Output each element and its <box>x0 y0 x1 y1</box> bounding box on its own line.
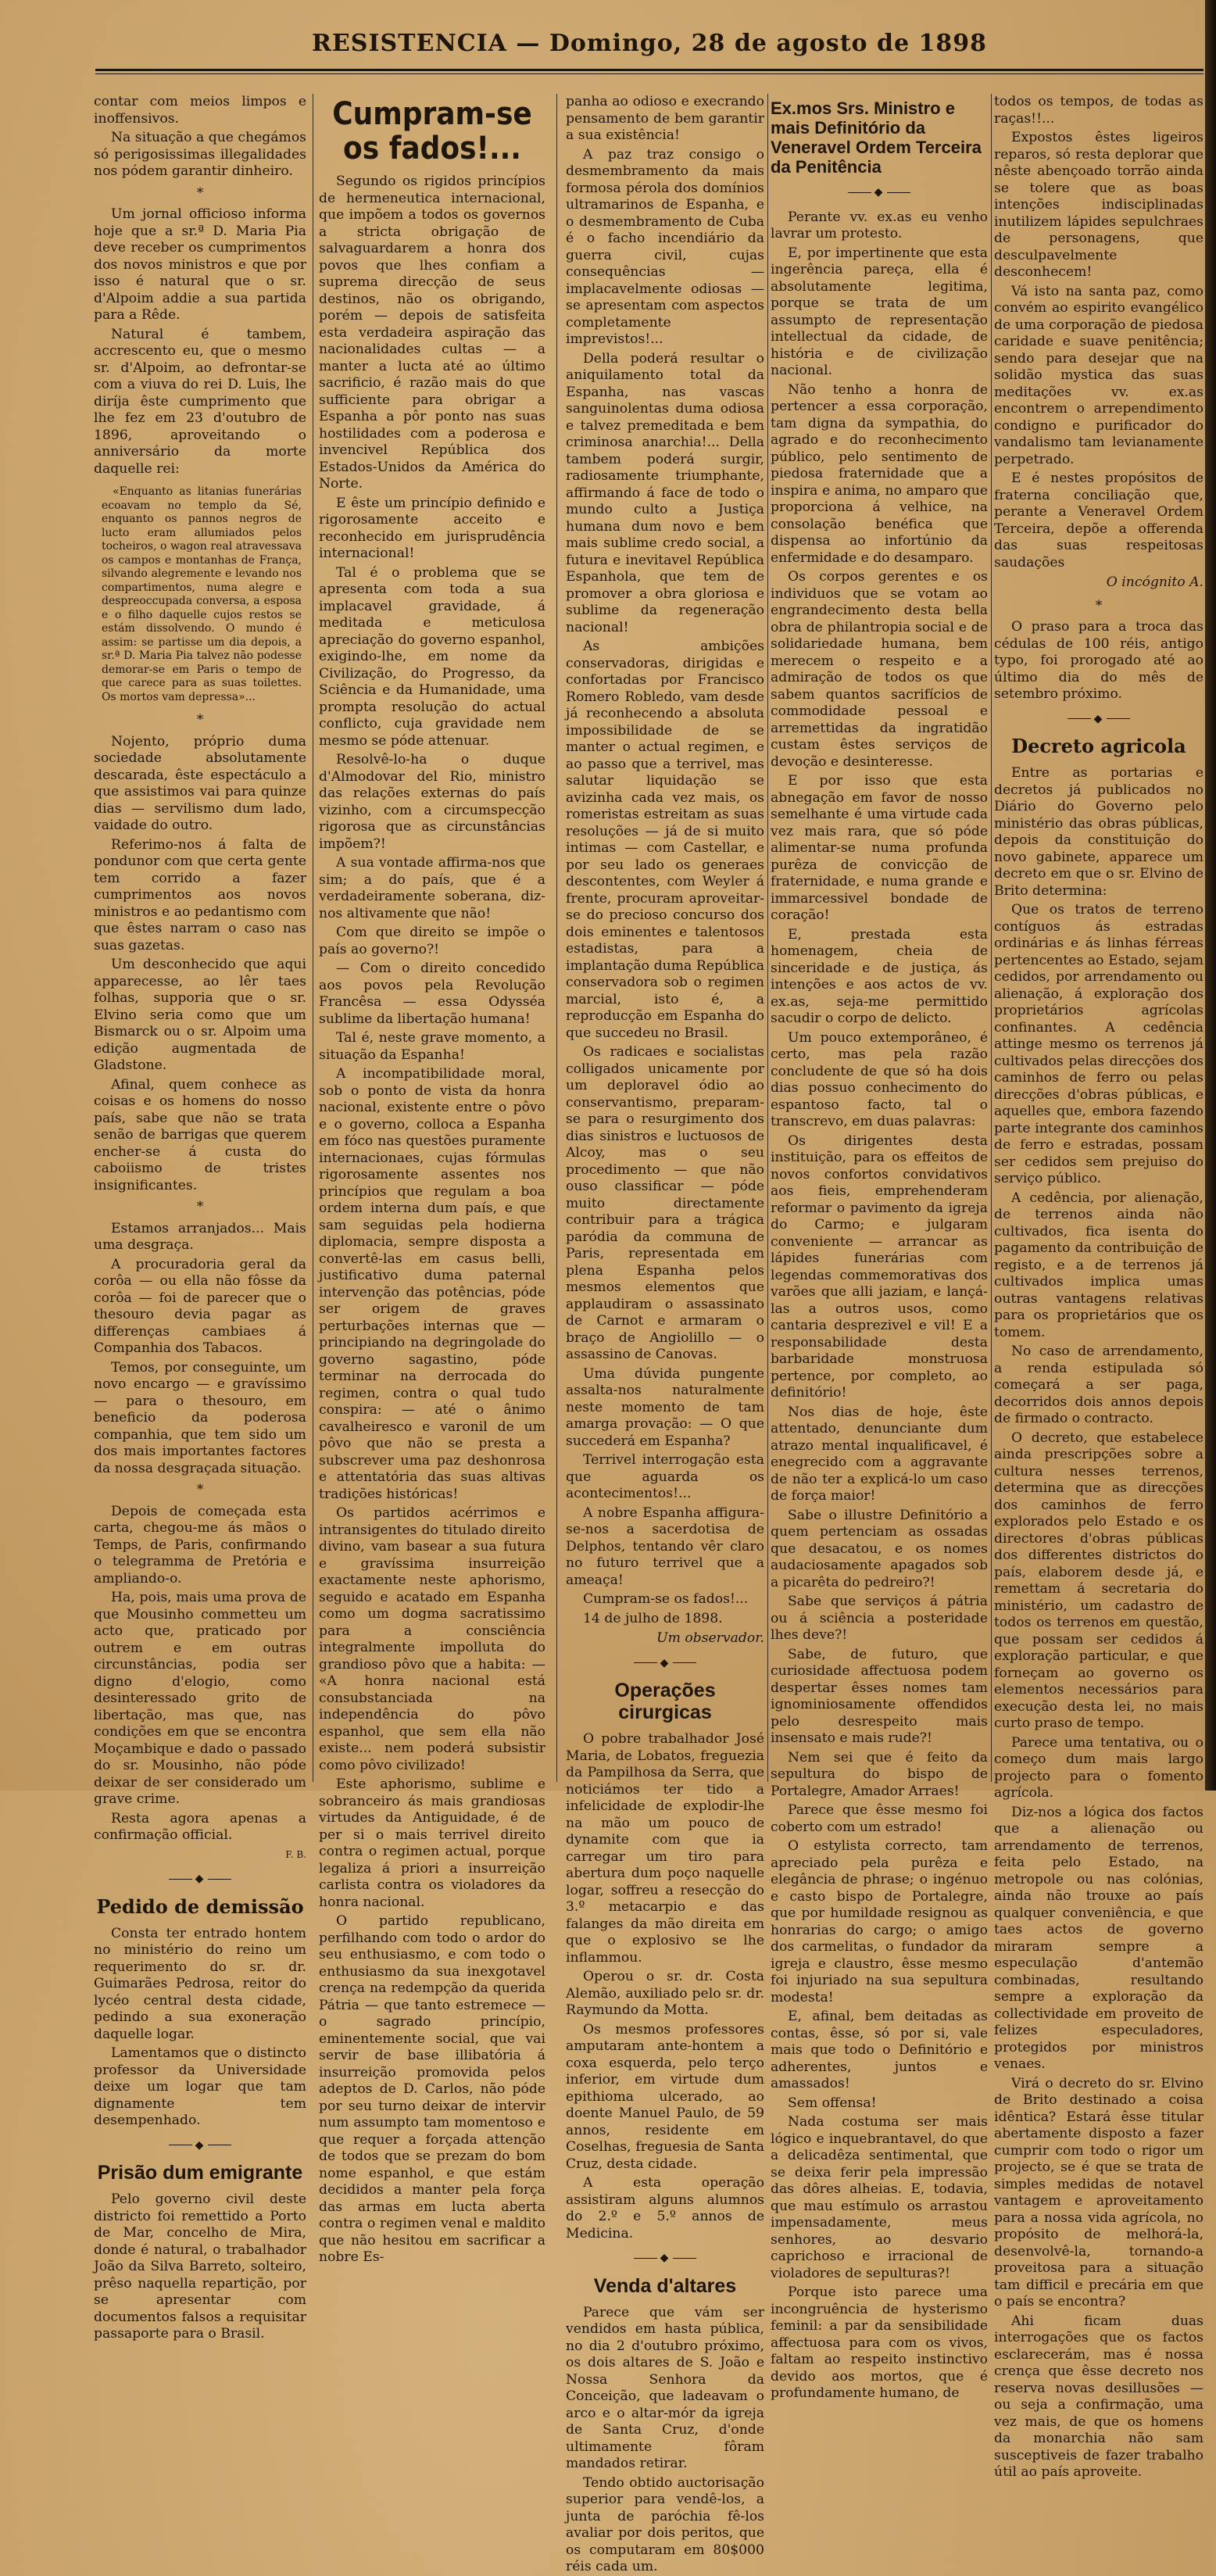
paragraph: Parece uma tentativa, ou o começo dum mais largo projecto para o fomento agrícola. <box>994 1734 1203 1801</box>
article-heading: Venda d'altares <box>593 2274 737 2297</box>
column-divider <box>767 94 768 1782</box>
paragraph: todos os tempos, de todas as raças!!... <box>994 94 1203 127</box>
masthead <box>95 30 1203 77</box>
quotation: «Enquanto as litanias funerárias ecoavam no templo da Sé, enquanto os pannos negros de lucto eram allumiados pelos tocheiros, o wagon real atravessava os campos e montanhas de França, silvando alegremente e levando nos compartimentos, numa alegre e despreoccupada conversa, a esposa e o filho daquelle cujos restos se estám dissolvendo. O mundo é assim: se partisse um dia depois, a sr.ª D. Maria Pia talvez não podesse demorar-se em Paris o tempo de que carece para as suas toilettes. Os mortos vam depressa»... <box>102 485 302 703</box>
paragraph: A esta operação assistiram alguns alumnos do 2.º e 5.º annos de Medicina. <box>566 2175 764 2241</box>
paragraph: Expostos êstes ligeiros reparos, só resta deplorar que nêste abençoado torrão ainda se tolere que as boas intenções indisciplinadas inutilizem lápides sepulchraes de personagens, que desculpavelmente desconhecem! <box>994 130 1203 280</box>
paragraph: Nada costuma ser mais lógico e inquebrantavel, do que a delicadêza sentimental, que se deixa ferir pela impressão das dôres alheias. E, todavia, que mau estímulo os arrastou impensadamente, meus senhores, ao desvario caprichoso e irracional de violadores de sepulturas?! <box>771 2114 988 2281</box>
ornament-divider: ◆ <box>566 1655 764 1673</box>
paragraph: Os partidos acérrimos e intransigentes do titulado direito divino, vam basear a sua futura e gravíssima insurreição exactamente neste aphorismo, seguido e acatado em Espanha como um dogma sacratissimo para a consciência integralmente impolluta do grandioso pôvo que a habita: — «A honra nacional está consubstanciada na independência do pôvo espanhol, que sem ella não existe... nem poderá subsistir como pôvo civilizado! <box>319 1505 545 1773</box>
paragraph: Parece que êsse mesmo foi coberto com um estrado! <box>771 1802 988 1835</box>
paragraph: contar com meios limpos e inoffensivos. <box>94 94 306 127</box>
paragraph: Sabe, de futuro, que curiosidade affectuosa podem despertar êsses nomes tam ignominiosamente offendidos pelo desrespeito mais insensato e mais rude?! <box>771 1646 988 1746</box>
paragraph: Consta ter entrado hontem no ministério do reino um requerimento do sr. dr. Guimarães Pedrosa, reitor do lycéo central desta cidade, pedindo a sua exoneração daquelle logar. <box>94 1925 306 2042</box>
article-heading: Operações cirurgicas <box>614 1680 716 1723</box>
ornament-divider: ◆ <box>94 1871 306 1888</box>
column-2 <box>319 94 545 2265</box>
paragraph: Nojento, próprio duma sociedade absolutamente descarada, êste espectáculo a que assistimos vai para quinze dias — servilismo dum lado, vaidade do outro. <box>94 733 306 833</box>
paragraph: Na situação a que chegámos só perigosissimas illegalidades nos pódem garantir dinheiro. <box>94 130 306 179</box>
article-heading: Prisão dum emigrante <box>97 2162 303 2184</box>
paragraph: E por isso que esta abnegação em favor de nosso semelhante é uma virtude cada vez mais rara, que só póde alimentar-se numa profunda purêza de convicção de fraternidade, e numa grande e immarcessivel bondade de coração! <box>771 773 988 923</box>
paragraph: O partido republicano, perfilhando com todo o ardor do seu enthusiasmo, e com todo o enthusiasmo da sua inexgotavel crença na redempção da querida Pátria — que tanto estremece — o sagrado princípio, eminentemente social, que vai servir de base illibatória á insurreição promovida pelos adeptos de D. Carlos, não póde por seu turno deixar de intervir num assumpto tam momentoso e que requer a forçada attenção de todos que se prezam do bom nome espanhol, e que estám decididos a manter pela força das armas em lucta aberta contra o regimen venal e maldito que não hesitou em sacrificar a nobre Es- <box>319 1913 545 2265</box>
paragraph: Resta agora apenas a confirmação official. <box>94 1810 306 1843</box>
ornament-divider: ◆ <box>994 711 1203 728</box>
signature: Um observador. <box>656 1630 764 1646</box>
paragraph: Temos, por conseguinte, um novo encargo — e gravíssimo — para o thesouro, em beneficio da poderosa companhia, que tem sido um dos mais importantes factores da nossa desgraçada situação. <box>94 1359 306 1476</box>
ornament-divider: ◆ <box>566 2250 764 2267</box>
paragraph: Entre as portarias e decretos já publicados no Diário do Governo pelo ministério das obras públicas, depois da constituição do novo gabinete, apparece um decreto em que o sr. Elvino de Brito determina: <box>994 765 1203 899</box>
paragraph: A incompatibilidade moral, sob o ponto de vista da honra nacional, existente entre o pôvo e o governo, colloca a Espanha em fóco nas questões puramente internacionaes, cujas fórmulas rigorosamente assentes nos princípios que regulam a boa ordem interna dum país, e que sam seguidas pela hodierna diplomacia, sempre disposta a convertê-las em casus belli, justificativo duma paternal intervenção das potências, póde ser origem de graves perturbações internas que — principiando na degringolade do governo sagastino, póde terminar na derrocada do regimen, contra o qual tudo conspira: — até o ânimo cavalheiresco e varonil de um pôvo que não se presta a subscrever uma paz deshonrosa e attentatória das suas altivas tradições históricas! <box>319 1066 545 1502</box>
paragraph: E é nestes propósitos de fraterna conciliação que, perante a Veneravel Ordem Terceira, depõe a offerenda das suas respeitosas saudações <box>994 470 1203 571</box>
paragraph: No caso de arrendamento, a renda estipulada só começará a ser paga, decorridos dois annos depois de firmado o contracto. <box>994 1343 1203 1426</box>
separator-star: * <box>196 1482 204 1497</box>
paragraph: Lamentamos que o distincto professor da Universidade deixe um logar que tam dignamente tem desempenhado. <box>94 2045 306 2128</box>
paragraph: E êste um princípio definido e rigorosamente acceito e reconhecido em jurisprudência internacional! <box>319 495 545 561</box>
column-divider <box>991 94 992 1782</box>
paragraph: O pobre trabalhador José Maria, de Lobatos, freguezia da Pampilhosa da Serra, que noticiámos ter tido a infelicidade de explodir-lhe na mão um pouco de dynamite com que ia carregar um tiro para abertura dum poço naquelle logar, soffreu a resecção do 3.º metacarpio e das falanges da mão direita em que o explosivo se lhe inflammou. <box>566 1731 764 1966</box>
paragraph: A sua vontade affirma-nos que sim; a do país, que é a verdadeiramente soberana, diz-nos altivamente que não! <box>319 855 545 921</box>
column-1 <box>94 94 306 2342</box>
paragraph: Não tenho a honra de pertencer a essa corporação, tam digna da sympathia, do agrado e do reconhecimento público, pelo sentimento de piedosa fraternidade que a inspira e anima, no amparo que proporciona á velhice, na consolação benéfica que dispensa ao infortúnio da enfermidade e do desamparo. <box>771 381 988 566</box>
paragraph: A cedência, por alienação, de terrenos ainda não cultivados, fica isenta do pagamento da contribuição de registo, e a de terrenos já cultivados implica umas outras vantagens relativas para os proprietários que os tomem. <box>994 1190 1203 1340</box>
article-heading: Decreto agricola <box>1011 735 1186 757</box>
paragraph: E, por impertinente que esta ingerência pareça, ella é absolutamente legitima, porque se trata de um assumpto de representação intellectual da cidade, de história e de civilização nacional. <box>771 245 988 378</box>
ornament-divider: ◆ <box>94 2138 306 2155</box>
paragraph: Um pouco extemporâneo, é certo, mas pela razão concludente de que só ha dois dias possuo conhecimento do espantoso facto, tal o transcrevo, em duas palavras: <box>771 1029 988 1129</box>
ornament-divider: ◆ <box>771 184 988 202</box>
paragraph: As ambições conservadoras, dirigidas e confortadas por Francisco Romero Robledo, vam desde já reconhecendo a absoluta impossibilidade de se manter o actual regimen, e ao passo que a terrivel, mas salutar liquidação se avizinha cada vez mais, os romeristas estreitam as suas resoluções — já de si muito intimas — com Castellar, e por seu lado os generaes descontentes, com Weyler á frente, procuram aproveitar-se do precioso concurso dos dois eminentes e talentosos estadistas, para a implantação duma República conservadora sob o regimen marcial, isto é, a reproducção em Espanha do que succedeu no Brasil. <box>566 639 764 1041</box>
paragraph: Sabe o illustre Definitório a quem pertenciam as ossadas que desacatou, e os nomes audaciosamente apagados sob a picarêta do pedreiro?! <box>771 1507 988 1590</box>
paragraph: Nos dias de hoje, êste attentado, denunciante dum atrazo mental inqualificavel, é enegrecido com a aggravante de não ter a explicá-lo um caso de força maior! <box>771 1404 988 1504</box>
paragraph: Perante vv. ex.as eu venho lavrar um protesto. <box>771 209 988 242</box>
paragraph: Natural é tambem, accrescento eu, que o mesmo sr. d'Alpoim, ao defrontar-se com a viuva do rei D. Luis, lhe diríja êste cumprimento que lhe fez em 23 d'outubro de 1896, aproveitando o anniversário da morte daquelle rei: <box>94 326 306 477</box>
separator-star: * <box>196 712 204 728</box>
paragraph: Virá o decreto do sr. Elvino de Brito destinado a coisa idêntica? Estará êsse titular abertamente disposto a fazer cumprir com todo o rigor um projecto, se é que se trata de simples medidas de notavel vantagem e aproveitamento para a nossa vida agrícola, no propósito de melhorá-la, desenvolvê-la, tornando-a proveitosa para a situação tam difficil e precária em que o país se encontra? <box>994 2075 1203 2309</box>
paragraph: Um desconhecido que aqui apparecesse, ao lêr taes folhas, supporia que o sr. Elvino seria como que um Bismarck ou o sr. Alpoim uma edição augmentada de Gladstone. <box>94 957 306 1073</box>
paragraph: Porque isto parece uma incongruência de hysterismo feminil: a par da sensibilidade affectuosa para com os vivos, faltam ao respeito instinctivo devido aos mortos, que é profundamente humano, de <box>771 2284 988 2401</box>
paragraph: Os radicaes e socialistas colligados unicamente por um deploravel ódio ao conservantismo, preparam-se para o resurgimento dos dias sinistros e luctuosos de Alcoy, mas o seu procedimento — que não ouso classificar — póde muito directamente contribuir para a trágica paródia da communa de Paris, representada em plena Espanha pelos mesmos elementos que applaudiram o assassinato de Carnot e armaram o braço de Angiolillo — o assassino de Canovas. <box>566 1044 764 1362</box>
paragraph: Operou o sr. dr. Costa Alemão, auxiliado pelo sr. dr. Raymundo da Motta. <box>566 1969 764 2018</box>
paragraph: Estamos arranjados... Mais uma desgraça. <box>94 1220 306 1253</box>
paragraph: Que os tratos de terreno contíguos ás estradas ordinárias e ás linhas férreas pertencentes ao Estado, sejam cedidos, por arrendamento ou alienação, á exploração dos proprietários agrícolas confinantes. A cedência attinge mesmo os terrenos já cultivados pelas direcções dos caminhos de ferro ou pelas direcções d'obras públicas, e aquelles que, embora fazendo parte integrante dos caminhos de ferro e estradas, possam ser cedidos sem prejuiso do serviço público. <box>994 902 1203 1186</box>
column-3 <box>566 94 764 2574</box>
article-heading: Ex.mos Srs. Ministro e mais Definitório da Veneravel Ordem Terceira da Penitência <box>771 98 982 177</box>
paragraph: E, prestada esta homenagem, cheia de sinceridade e de justiça, ás intenções e aos actos de vv. ex.as, seja-me permittido sacudir o corpo de delicto. <box>771 926 988 1026</box>
paragraph: Os corpos gerentes e os individuos que se votam ao engrandecimento desta bella obra de philantropia social e de solidariedade humana, bem merecem o respeito e a admiração de todos os que sabem quantos sacrifícios de commodidade pessoal e arremettidas da ingratidão custam êstes serviços de devoção e desinteresse. <box>771 569 988 770</box>
signature: F. B. <box>285 1848 306 1860</box>
paragraph: Este aphorismo, sublime e sobranceiro ás mais grandiosas virtudes da Antiguidade, é de per si o mais terrivel direito contra o regimen actual, porque legaliza á priori a insurreição carlista contra os violadores da honra nacional. <box>319 1776 545 1910</box>
paragraph: Nem sei que é feito da sepultura do bispo de Portalegre, Amador Arraes! <box>771 1749 988 1799</box>
paragraph: A nobre Espanha affigura-se-nos a sacerdotisa de Delphos, tentando vêr claro no futuro terrivel que a ameaça! <box>566 1504 764 1588</box>
paragraph: Afinal, quem conhece as coisas e os homens do nosso país, sabe que não se trata senão de barrigas que querem encher-se á custa do caboiismo de tristes insignificantes. <box>94 1076 306 1193</box>
paragraph: O praso para a troca das cédulas de 100 réis, antigo typo, foi prorogado até ao último dia do mês de setembro próximo. <box>994 619 1203 702</box>
paragraph: Tendo obtido auctorisação superior para vendê-los, a junta de paróchia fê-los avaliar por dois peritos, que os computaram em 80$000 réis cada um. <box>566 2474 764 2574</box>
article-heading: Cumpram-se os fados!... <box>332 96 532 166</box>
paragraph: Segundo os rigidos princípios de hermeneutica internacional, que impõem a todos os governos a stricta obrigação de salvaguardarem a honra dos povos que lhes confiam a suprema direcção de seus destinos, não os obrigando, porém — depois de satisfeita esta verdadeira aspiração das nacionalidades cultas — a manter a lucta até ao último sacrificio, é razão mais do que sufficiente para obrigar a Espanha a pôr ponto nas suas hostilidades com a poderosa e invencivel República dos Estados-Unidos da América do Norte. <box>319 174 545 492</box>
paragraph: Terrivel interrogação esta que aguarda os acontecimentos!... <box>566 1452 764 1501</box>
paragraph: Os mesmos professores amputaram ante-hontem a coxa esquerda, pelo terço inferior, em virtude dum epithioma ulcerado, ao doente Manuel Paulo, de 59 annos, residente em Coselhas, freguesia de Santa Cruz, desta cidade. <box>566 2021 764 2172</box>
separator-star: * <box>1095 597 1103 614</box>
column-5 <box>994 94 1203 2480</box>
paragraph: O decreto, que estabelece ainda prescripções sobre a cultura nesses terrenos, determina que as direcções dos caminhos de ferro explorados pelo Estado e os directores d'obras públicas dos differentes districtos do país, elaborem desde já, e remettam á secretaria do ministério, um cadastro de todos os terrenos em questão, que possam ser cedidos á exploração particular, e que forneçam ao governo os elementos necessários para execução desta lei, no mais curto praso de tempo. <box>994 1429 1203 1731</box>
article-heading: Pedido de demissão <box>96 1894 304 1918</box>
column-4 <box>771 94 988 2401</box>
page-title: RESISTENCIA — Domingo, 28 de agosto de 1898 <box>311 30 988 57</box>
header-rule <box>95 69 1203 71</box>
paragraph: Resolvê-lo-ha o duque d'Almodovar del Rio, ministro das relações externas do país vizinho, com a circumspecção rigorosa que as circunstâncias impõem?! <box>319 752 545 852</box>
paragraph: Uma dúvida pungente assalta-nos naturalmente neste momento de tam amarga provação: — O que succederá em Espanha? <box>566 1365 764 1449</box>
separator-star: * <box>196 184 204 201</box>
paragraph: Sem offensa! <box>788 2095 877 2111</box>
paragraph: Tal é, neste grave momento, a situação da Espanha! <box>319 1030 545 1063</box>
signature: O incógnito A. <box>1106 574 1203 590</box>
dateline: 14 de julho de 1898. <box>583 1610 723 1626</box>
column-divider <box>556 94 557 1782</box>
paragraph: panha ao odioso e execrando pensamento de bem garantir a sua existência! <box>566 94 764 143</box>
paragraph: Tal é o problema que se apresenta com toda a sua implacavel gravidade, á meditada e meticulosa apreciação do governo espanhol, exigindo-lhe, em nome da Civilização, do Progresso, da Sciência e da Humanidade, uma prompta resolução do actual conflicto, cuja gravidade nem mesmo se póde attenuar. <box>319 564 545 749</box>
separator-star: * <box>196 1199 204 1215</box>
paragraph: Cumpram-se os fados!... <box>583 1591 749 1607</box>
page-edge <box>1205 0 1216 1791</box>
paragraph: Vá isto na santa paz, como convém ao espirito evangélico de uma corporação de piedosa caridade e suave penitência; sendo para desejar que na solidão mystica das suas meditações vv. ex.as encontrem o arrependimento condigno e purificador do vandalismo tam levianamente perpetrado. <box>994 283 1203 467</box>
paragraph: Diz-nos a lógica dos factos que a alienação ou arrendamento de terrenos, feita pelo Estado, na metropole ou nas colónias, ainda não trouxe ao país qualquer conveniência, e que taes actos de governo miraram sempre a especulação d'antemão combinadas, resultando sempre a exploração da collectividade em proveito de felizes especuladores, protegidos por ministros venaes. <box>994 1804 1203 2072</box>
paragraph: Depois de começada esta carta, chegou-me ás mãos o Temps, de Paris, confirmando o telegramma de Pretória e ampliando-o. <box>94 1503 306 1587</box>
paragraph: Ha, pois, mais uma prova de que Mousinho commetteu um acto que, praticado por outrem e em outras circunstâncias, podia ser digno d'elogio, como desinteressado grito de libertação, mas que, nas condições em que se encontra Moçambique e dado o passado do sr. Mousinho, não póde deixar de ser considerado um grave crime. <box>94 1590 306 1807</box>
paragraph: Com que direito se impõe o país ao governo?! <box>319 925 545 957</box>
paragraph: Os dirigentes desta instituição, para os effeitos de novos confortos convidativos aos fieis, emprehenderam reformar o pavimento da igreja do Carmo; e julgaram conveniente — arrancar as lápides funerárias com legendas commemorativas dos varões que alli jaziam, e lançá-las a outros usos, como cantaria desprezivel e vil! E a responsabilidade desta barbaridade monstruosa pertence, por completo, ao definitório! <box>771 1132 988 1401</box>
paragraph: — Com o direito concedido aos povos pela Revolução Francêsa — essa Odysséa sublime da libertação humana! <box>319 961 545 1027</box>
paragraph: Della poderá resultar o aniquilamento total da Espanha, nas vascas sanguinolentas duma odiosa e talvez premeditada e bem criminosa anarchia!... Della tambem poderá surgir, radiosamente triumphante, affirmando á face de todo o mundo culto a Justiça humana dum novo e bem mais sublime credo social, a futura e inevitavel República Espanhola, que tem de promover a obra gloriosa e sublime da regeneração nacional! <box>566 350 764 635</box>
paragraph: E, afinal, bem deitadas as contas, êsse, só por si, vale mais que todo o Definitório e adherentes, juntos e amassados! <box>771 2009 988 2091</box>
paragraph: Parece que vám ser vendidos em hasta pública, no dia 2 d'outubro próximo, os dois altares de S. João e Nossa Senhora da Conceição, que ladeavam o arco e o altar-mór da igreja de Santa Cruz, d'onde ultimamente fôram mandados retirar. <box>566 2304 764 2471</box>
paragraph: A procuradoria geral da corôa — ou ella não fôsse da corôa — foi de parecer que o thesouro devia pagar as differenças cambiaes á Companhia dos Tabacos. <box>94 1256 306 1356</box>
paragraph: Um jornal officioso informa hoje que a sr.ª D. Maria Pia deve receber os cumprimentos dos novos ministros e que por isso é natural que o sr. d'Alpoim addie a sua partida para a Rêde. <box>94 206 306 323</box>
paragraph: O estylista correcto, tam apreciado pela purêza e elegância de phrase; o ingénuo e casto bispo de Portalegre, que por humildade resignou as honrarias do cargo; o amigo dos carmelitas, o fundador da igreja e claustro, êsse mesmo foi injuriado na sua sepultura modesta! <box>771 1838 988 2005</box>
paragraph: A paz traz consigo o desmembramento da mais formosa pérola dos domínios ultramarinos de Espanha, e o desmembramento de Cuba é o facho incendiário da guerra civil, cujas consequências — implacavelmente odiosas — se apresentam com aspectos completamente imprevistos!... <box>566 146 764 347</box>
paragraph: Sabe que serviços á pátria ou á sciência a posteridade lhes deve?! <box>771 1594 988 1643</box>
paragraph: Referimo-nos á falta de pondunor com que certa gente tem corrido a fazer cumprimentos aos novos ministros e ao pedantismo com que êstes narram o caso nas suas gazetas. <box>94 836 306 953</box>
header-rule-thin <box>95 73 1203 74</box>
paragraph: Pelo governo civil deste districto foi remettido a Porto de Mar, concelho de Mira, donde é natural, o trabalhador João da Silva Barreto, solteiro, prêso naquella repartição, por se apresentar com documentos falsos a requisitar passaporte para o Brasil. <box>94 2191 306 2342</box>
paragraph: Ahi ficam duas interrogações que os factos esclarecerám, mas é nossa crença que êsse decreto nos reserva novas desillusões — ou seja a confirmação, uma vez mais, de que os homens da monarchia não sam susceptiveis de fazer trabalho útil ao país aproveite. <box>994 2313 1203 2480</box>
